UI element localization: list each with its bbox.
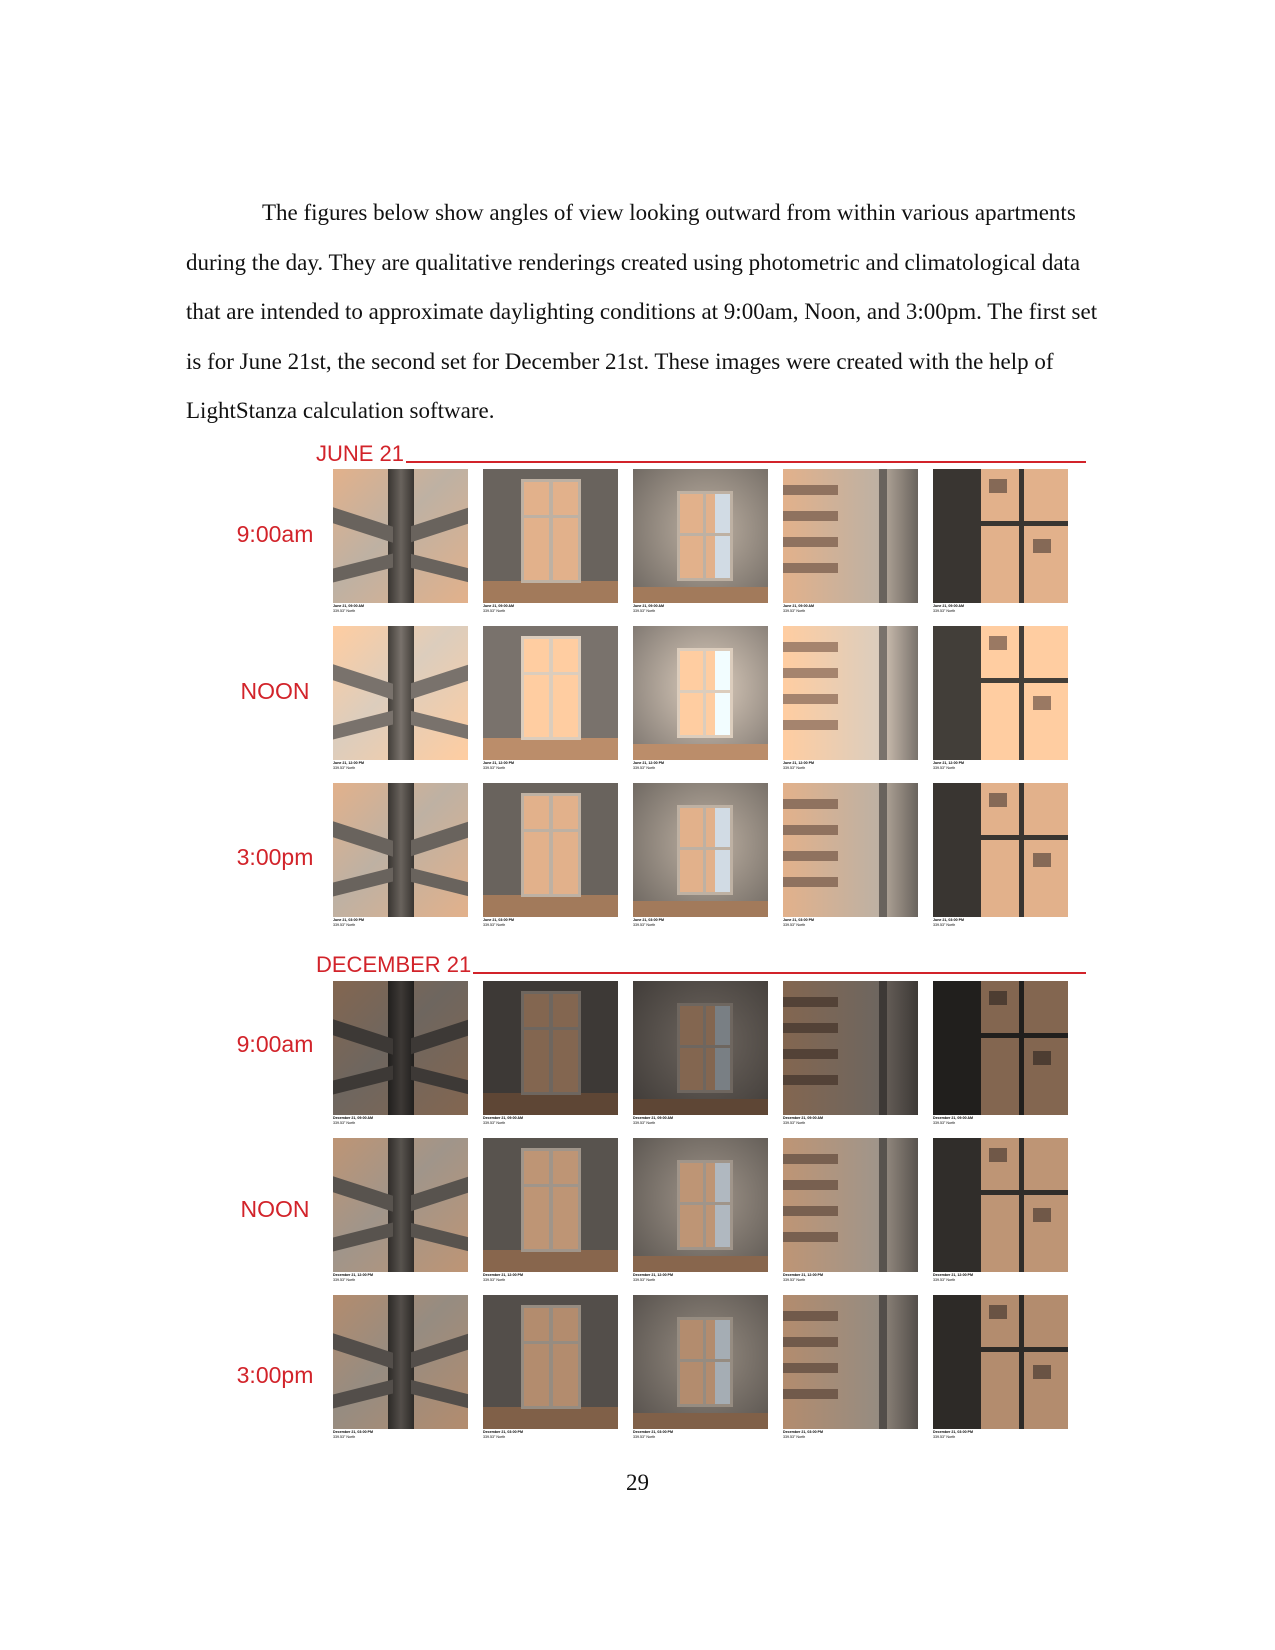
rendering-caption — [333, 604, 468, 613]
section-title: JUNE 21 — [316, 441, 405, 466]
rendering-tile — [633, 1138, 768, 1286]
caption-orientation: 339.53° North — [783, 608, 806, 613]
section-rule — [406, 461, 1086, 463]
caption-date-time: June 21, 03:00 PM — [633, 918, 664, 922]
rendering-tile — [633, 981, 768, 1129]
caption-date-time: December 21, 09:00 AM — [483, 1116, 524, 1120]
rendering-tile — [483, 469, 618, 617]
caption-date-time: June 21, 12:00 PM — [333, 761, 364, 765]
daylight-rendering-image — [933, 1295, 1068, 1429]
row-label: NOON — [240, 1196, 310, 1222]
caption-date-time: December 21, 12:00 PM — [633, 1273, 673, 1277]
rendering-caption — [633, 604, 768, 613]
section-header-december — [316, 946, 1086, 976]
daylight-rendering-image — [633, 1295, 768, 1429]
caption-date-time: December 21, 09:00 AM — [933, 1116, 974, 1120]
daylight-rendering-image — [933, 469, 1068, 603]
rendering-tile — [783, 981, 918, 1129]
caption-date-time: June 21, 12:00 PM — [783, 761, 814, 765]
daylight-rendering-image — [783, 626, 918, 760]
daylight-rendering-image — [633, 626, 768, 760]
rendering-tile — [483, 626, 618, 774]
caption-date-time: June 21, 09:00 AM — [483, 604, 515, 608]
rendering-caption — [783, 604, 918, 613]
rendering-tile — [633, 626, 768, 774]
rendering-caption — [783, 918, 918, 927]
caption-date-time: December 21, 03:00 PM — [633, 1430, 673, 1434]
caption-orientation: 339.53° North — [633, 922, 656, 927]
rendering-caption — [933, 761, 1068, 770]
caption-date-time: December 21, 09:00 AM — [333, 1116, 374, 1120]
caption-date-time: December 21, 12:00 PM — [483, 1273, 523, 1277]
caption-orientation: 339.53° North — [333, 1277, 356, 1282]
daylight-rendering-image — [633, 783, 768, 917]
caption-date-time: June 21, 12:00 PM — [633, 761, 664, 765]
caption-orientation: 339.53° North — [633, 765, 656, 770]
caption-orientation: 339.53° North — [333, 765, 356, 770]
rendering-tile — [483, 783, 618, 931]
daylight-rendering-image — [933, 783, 1068, 917]
rendering-caption — [333, 1116, 468, 1125]
row-label: 3:00pm — [236, 844, 314, 870]
caption-date-time: December 21, 03:00 PM — [483, 1430, 523, 1434]
caption-date-time: December 21, 03:00 PM — [333, 1430, 373, 1434]
caption-date-time: June 21, 03:00 PM — [483, 918, 514, 922]
rendering-tile — [333, 981, 468, 1129]
rendering-caption — [483, 1273, 618, 1282]
caption-date-time: June 21, 09:00 AM — [333, 604, 365, 608]
caption-date-time: June 21, 03:00 PM — [933, 918, 964, 922]
rendering-caption — [783, 1430, 918, 1439]
caption-orientation: 339.53° North — [933, 765, 956, 770]
daylight-rendering-image — [333, 1295, 468, 1429]
caption-orientation: 339.53° North — [933, 922, 956, 927]
caption-date-time: June 21, 09:00 AM — [633, 604, 665, 608]
rendering-tile — [933, 626, 1068, 774]
row-label: NOON — [240, 678, 310, 704]
rendering-tile — [333, 1138, 468, 1286]
rendering-caption — [633, 1116, 768, 1125]
caption-orientation: 339.53° North — [483, 1277, 506, 1282]
caption-orientation: 339.53° North — [783, 1434, 806, 1439]
rendering-caption — [933, 1273, 1068, 1282]
daylight-rendering-image — [783, 783, 918, 917]
rendering-caption — [333, 1273, 468, 1282]
caption-orientation: 339.53° North — [483, 1434, 506, 1439]
rendering-tile — [633, 783, 768, 931]
caption-orientation: 339.53° North — [783, 1120, 806, 1125]
caption-orientation: 339.53° North — [333, 608, 356, 613]
daylight-rendering-image — [933, 626, 1068, 760]
caption-orientation: 339.53° North — [483, 922, 506, 927]
row-label: 9:00am — [236, 1031, 314, 1057]
rendering-tile — [783, 626, 918, 774]
caption-date-time: June 21, 12:00 PM — [933, 761, 964, 765]
daylight-rendering-image — [483, 783, 618, 917]
caption-date-time: June 21, 12:00 PM — [483, 761, 514, 765]
daylight-rendering-image — [483, 626, 618, 760]
caption-orientation: 339.53° North — [483, 765, 506, 770]
rendering-tile — [633, 469, 768, 617]
caption-orientation: 339.53° North — [783, 765, 806, 770]
daylight-rendering-image — [633, 1138, 768, 1272]
rendering-caption — [633, 918, 768, 927]
rendering-caption — [633, 1273, 768, 1282]
caption-orientation: 339.53° North — [783, 1277, 806, 1282]
rendering-tile — [333, 469, 468, 617]
daylight-rendering-image — [783, 469, 918, 603]
rendering-tile — [933, 1295, 1068, 1443]
daylight-rendering-image — [333, 1138, 468, 1272]
caption-orientation: 339.53° North — [333, 922, 356, 927]
rendering-tile — [333, 626, 468, 774]
caption-orientation: 339.53° North — [933, 1434, 956, 1439]
rendering-tile — [783, 469, 918, 617]
rendering-caption — [483, 761, 618, 770]
daylight-rendering-image — [483, 981, 618, 1115]
rendering-caption — [933, 1430, 1068, 1439]
daylight-rendering-image — [483, 1295, 618, 1429]
caption-orientation: 339.53° North — [633, 608, 656, 613]
rendering-tile — [633, 1295, 768, 1443]
section-header-june — [316, 435, 1086, 465]
rendering-tile — [483, 1295, 618, 1443]
rendering-tile — [933, 783, 1068, 931]
caption-orientation: 339.53° North — [783, 922, 806, 927]
rendering-caption — [483, 1430, 618, 1439]
rendering-tile — [933, 1138, 1068, 1286]
daylight-rendering-image — [633, 469, 768, 603]
daylight-rendering-image — [333, 981, 468, 1115]
daylight-rendering-image — [333, 626, 468, 760]
caption-orientation: 339.53° North — [933, 1120, 956, 1125]
rendering-caption — [333, 1430, 468, 1439]
caption-date-time: December 21, 12:00 PM — [333, 1273, 373, 1277]
rendering-tile — [783, 783, 918, 931]
daylight-rendering-image — [783, 981, 918, 1115]
daylight-rendering-image — [783, 1295, 918, 1429]
rendering-caption — [483, 918, 618, 927]
daylight-rendering-image — [483, 1138, 618, 1272]
caption-orientation: 339.53° North — [333, 1434, 356, 1439]
caption-date-time: June 21, 09:00 AM — [933, 604, 965, 608]
caption-date-time: December 21, 09:00 AM — [783, 1116, 824, 1120]
caption-orientation: 339.53° North — [633, 1434, 656, 1439]
rendering-caption — [333, 918, 468, 927]
intro-paragraph: The figures below show angles of view looking outward from within various apartments during the day. They are qualitative renderings created using photometric and climatological data that are intended to approximate daylighting conditions at 9:00am, Noon, and 3:00pm. The first set is for June 21st, the second set for December 21st. These images were created with the help of LightStanza calculation software. — [186, 200, 1098, 423]
daylight-rendering-image — [933, 1138, 1068, 1272]
rendering-caption — [933, 1116, 1068, 1125]
daylight-rendering-image — [633, 981, 768, 1115]
caption-date-time: June 21, 03:00 PM — [783, 918, 814, 922]
daylight-rendering-image — [783, 1138, 918, 1272]
caption-date-time: December 21, 12:00 PM — [783, 1273, 823, 1277]
caption-orientation: 339.53° North — [633, 1277, 656, 1282]
caption-orientation: 339.53° North — [483, 1120, 506, 1125]
caption-date-time: December 21, 09:00 AM — [633, 1116, 674, 1120]
row-label: 3:00pm — [236, 1362, 314, 1388]
section-rule — [473, 972, 1086, 974]
rendering-tile — [933, 981, 1068, 1129]
rendering-tile — [933, 469, 1068, 617]
daylight-rendering-image — [483, 469, 618, 603]
daylight-rendering-image — [333, 783, 468, 917]
caption-date-time: June 21, 09:00 AM — [783, 604, 815, 608]
rendering-tile — [333, 783, 468, 931]
rendering-caption — [783, 1116, 918, 1125]
caption-date-time: December 21, 12:00 PM — [933, 1273, 973, 1277]
rendering-caption — [633, 761, 768, 770]
rendering-tile — [783, 1138, 918, 1286]
caption-orientation: 339.53° North — [333, 1120, 356, 1125]
rendering-tile — [783, 1295, 918, 1443]
caption-orientation: 339.53° North — [933, 608, 956, 613]
caption-date-time: June 21, 03:00 PM — [333, 918, 364, 922]
daylight-rendering-image — [933, 981, 1068, 1115]
rendering-caption — [633, 1430, 768, 1439]
caption-orientation: 339.53° North — [483, 608, 506, 613]
caption-date-time: December 21, 03:00 PM — [933, 1430, 973, 1434]
rendering-caption — [933, 918, 1068, 927]
page-number: 29 — [626, 1470, 649, 1495]
rendering-caption — [333, 761, 468, 770]
rendering-caption — [483, 604, 618, 613]
caption-orientation: 339.53° North — [633, 1120, 656, 1125]
daylight-rendering-image — [333, 469, 468, 603]
rendering-caption — [483, 1116, 618, 1125]
rendering-caption — [933, 604, 1068, 613]
rendering-caption — [783, 1273, 918, 1282]
rendering-tile — [483, 981, 618, 1129]
caption-date-time: December 21, 03:00 PM — [783, 1430, 823, 1434]
caption-orientation: 339.53° North — [933, 1277, 956, 1282]
rendering-caption — [783, 761, 918, 770]
rendering-tile — [483, 1138, 618, 1286]
row-label: 9:00am — [236, 521, 314, 547]
rendering-tile — [333, 1295, 468, 1443]
section-title: DECEMBER 21 — [316, 952, 472, 977]
